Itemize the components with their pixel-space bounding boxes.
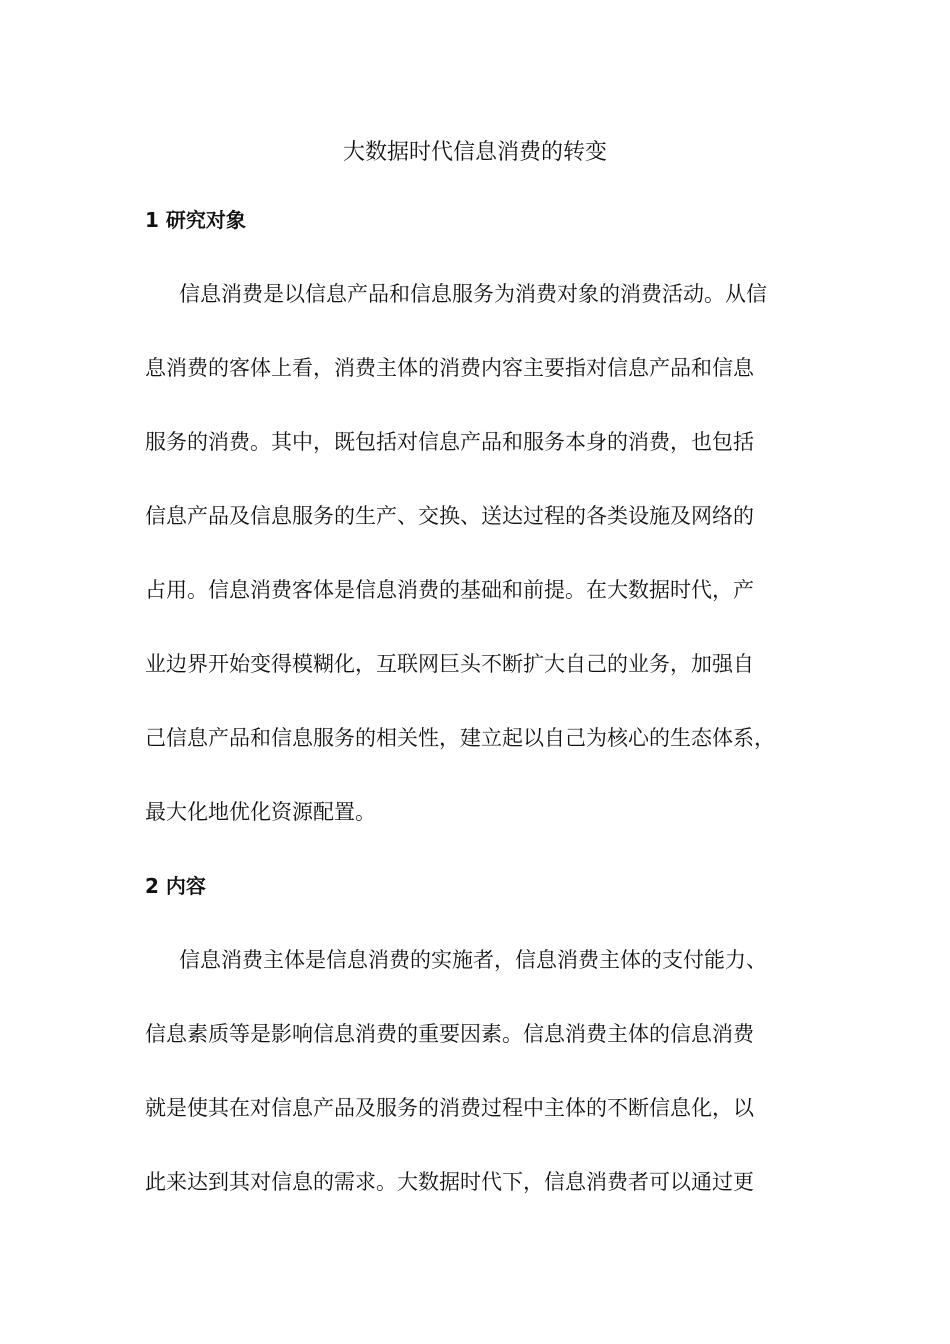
paragraph-line: 信息消费主体是信息消费的实施者，信息消费主体的支付能力、 [179, 948, 767, 972]
document-title: 大数据时代信息消费的转变 [342, 140, 607, 165]
section-heading-content: 2 内容 [145, 874, 206, 898]
paragraph-line: 信息消费是以信息产品和信息服务为消费对象的消费活动。从信 [179, 282, 767, 306]
paragraph-line: 此来达到其对信息的需求。大数据时代下，信息消费者可以通过更 [145, 1170, 754, 1194]
section-paragraph-research-object [145, 274, 805, 866]
paragraph-line: 信息素质等是影响信息消费的重要因素。信息消费主体的信息消费 [145, 1022, 754, 1046]
paragraph-line: 最大化地优化资源配置。 [145, 800, 376, 824]
section-paragraph-content [145, 940, 805, 1236]
paragraph-line: 信息产品及信息服务的生产、交换、送达过程的各类设施及网络的 [145, 504, 754, 528]
section-heading-research-object: 1 研究对象 [145, 208, 246, 232]
paragraph-line: 就是使其在对信息产品及服务的消费过程中主体的不断信息化，以 [145, 1096, 754, 1120]
paragraph-line: 息消费的客体上看，消费主体的消费内容主要指对信息产品和信息 [145, 356, 754, 380]
paragraph-line: 服务的消费。其中，既包括对信息产品和服务本身的消费，也包括 [145, 430, 754, 454]
paragraph-line: 己信息产品和信息服务的相关性，建立起以自己为核心的生态体系， [145, 726, 775, 750]
paragraph-line: 业边界开始变得模糊化，互联网巨头不断扩大自己的业务，加强自 [145, 652, 754, 676]
paragraph-line: 占用。信息消费客体是信息消费的基础和前提。在大数据时代，产 [145, 578, 754, 602]
